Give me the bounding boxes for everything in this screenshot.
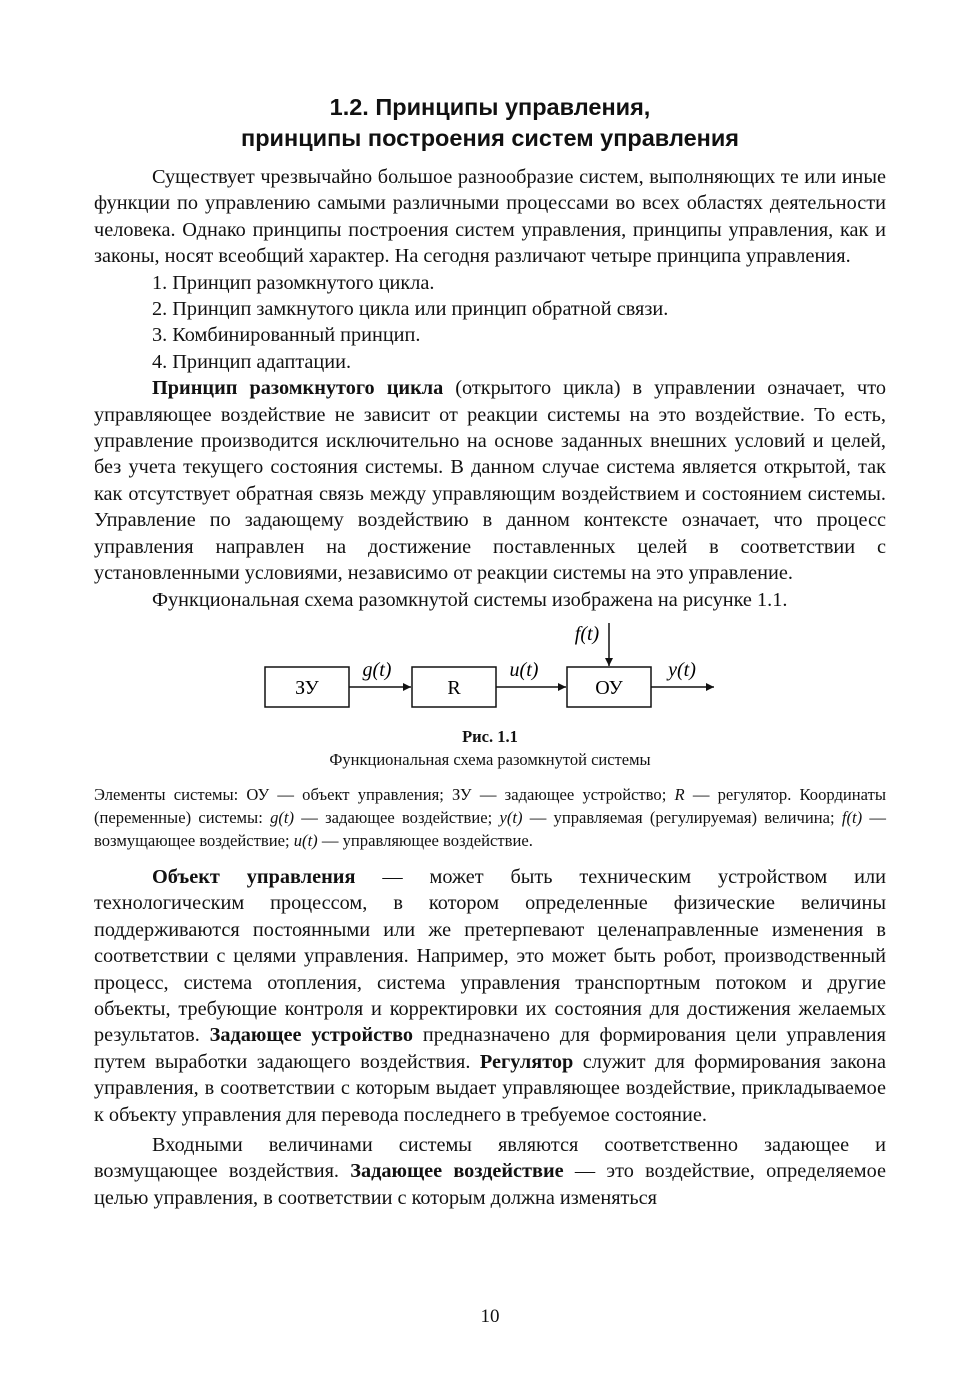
signal-g-label: g(t): [362, 658, 392, 681]
paragraph: Принцип разомкнутого цикла (открытого цикла) в управлении означает, что управляющее воздействие не зависит от реакции системы на это воздействие. То есть, управление производится исключительно на основе заданных внешних условий и целей, без учета текущего состояния системы. В данном случае система является открытой, так как отсутствует обратная связь между управляющим воздействием и состоянием системы. Управление по задающему воздействию в данном контексте означает, что процесс управления направлен на достижение поставленных целей в соответствии с установленными условиями, независимо от реакции системы на это управление.: [94, 377, 886, 585]
page-content: [94, 92, 886, 1211]
figure-note: Элементы системы: ОУ — объект управления; ЗУ — задающее устройство; R — регулятор. Координаты (переменные) системы: g(t) — задающее воздействие; y(t) — управляемая (регулируемая) величина; f(t) — возмущающее воздействие; u(t) — управляющее воздействие.: [94, 784, 887, 850]
block-diagram: [94, 619, 886, 723]
heading-line-2: принципы построения систем управления: [241, 125, 739, 151]
signal-f-label: f(t): [574, 622, 600, 645]
paragraph: Существует чрезвычайно большое разнообразие систем, выполняющих те или иные функции по управлению самыми различными процессами во всех областях деятельности человека. Однако принципы построения систем управления, принципы управления, как и законы, носят всеобщий характер. На сегодня различают четыре принципа управления.: [94, 166, 886, 268]
list-item: 1. Принцип разомкнутого цикла.: [152, 271, 435, 294]
figure-number: Рис. 1.1: [462, 726, 518, 746]
block-r-label: R: [447, 676, 461, 699]
list-item: 2. Принцип замкнутого цикла или принцип обратной связи.: [152, 298, 669, 321]
paragraph: Объект управления — может быть техническим устройством или технологическим процессом, в котором определенные физические величины поддерживаются постоянными или же претерпевают целенаправленные изменения в соответствии с целями управления. Например, это может быть робот, производственный процесс, система отопления, система управления транспортным потоком и другие объекты, требующие контроля и корректировки их состояния для достижения желаемых результатов. Задающее устройство предназначено для формирования цели управления путем выработки задающего воздействия. Регулятор служит для формирования закона управления, в соответствии с которым выдает управляющее воздействие, прикладываемое к объекту управления для перевода последнего в требуемое состояние.: [94, 865, 886, 1126]
page-number: 10: [480, 1306, 500, 1327]
block-ou-label: ОУ: [595, 676, 623, 699]
list-item: 3. Комбинированный принцип.: [152, 324, 421, 347]
intro-text: [94, 164, 886, 613]
term-open-loop: Принцип разомкнутого цикла: [152, 377, 444, 400]
block-zu-label: ЗУ: [295, 676, 319, 699]
signal-y-label: y(t): [668, 658, 696, 681]
figure-caption: Функциональная схема разомкнутой системы: [329, 749, 651, 769]
list-item: 4. Принцип адаптации.: [152, 350, 352, 373]
term-control-object: Объект управления: [152, 865, 356, 888]
heading-line-1: 1.2. Принципы управления,: [329, 94, 651, 120]
section-heading: [94, 92, 886, 154]
term-setting-action: Задающее воздействие: [350, 1160, 564, 1183]
body-text: [94, 864, 886, 1211]
term-regulator: Регулятор: [479, 1050, 574, 1073]
term-setting-device: Задающее устройство: [209, 1024, 414, 1047]
paragraph: Входными величинами системы являются соответственно задающее и возмущающее воздействия. Задающее воздействие — это воздействие, определяемое целью управления, в соответствии с которым должна изменяться: [94, 1133, 886, 1209]
signal-u-label: u(t): [509, 658, 539, 681]
paragraph: Функциональная схема разомкнутой системы изображена на рисунке 1.1.: [152, 588, 788, 611]
